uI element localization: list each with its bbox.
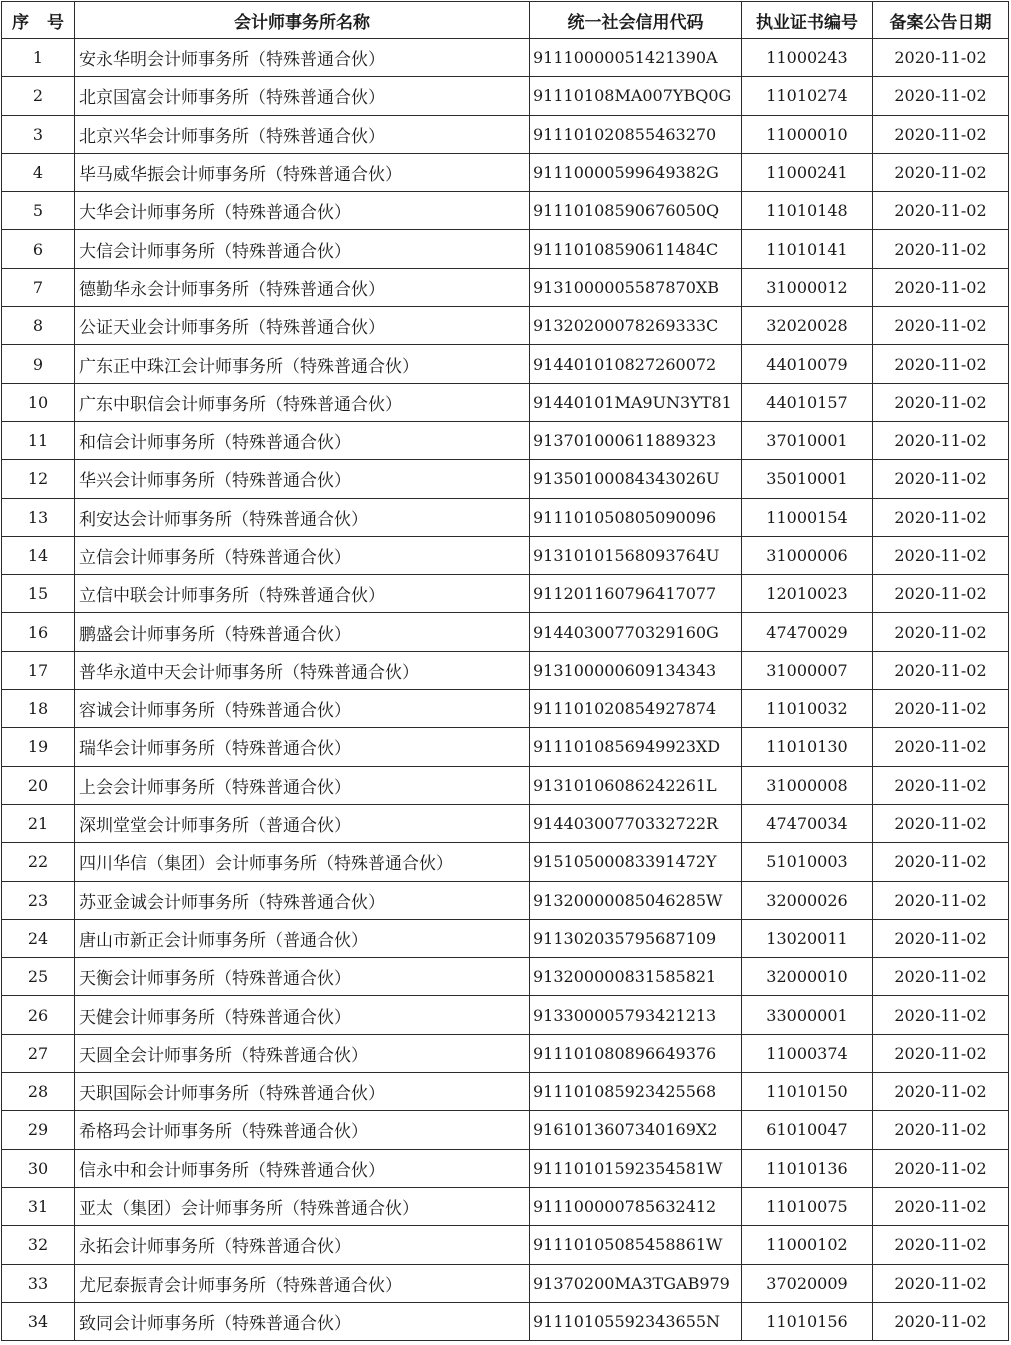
cell-seq: 22: [2, 843, 75, 881]
table-row: [2, 115, 1009, 153]
cell-seq: 24: [2, 919, 75, 957]
cell-credit-code: 91110108590676050Q: [530, 192, 742, 230]
cell-seq: 20: [2, 766, 75, 804]
cell-credit-code: 91110108MA007YBQ0G: [530, 77, 742, 115]
cell-cert-number: 32000026: [742, 881, 873, 919]
cell-cert-number: 35010001: [742, 460, 873, 498]
cell-credit-code: 911101020854927874: [530, 690, 742, 728]
cell-seq: 2: [2, 77, 75, 115]
cell-firm-name: 大信会计师事务所（特殊普通合伙）: [75, 230, 530, 268]
cell-filing-date: 2020-11-02: [873, 192, 1009, 230]
cell-cert-number: 11010130: [742, 728, 873, 766]
table-row: [2, 460, 1009, 498]
cell-credit-code: 91320000085046285W: [530, 881, 742, 919]
cell-cert-number: 11000374: [742, 1034, 873, 1072]
table-row: [2, 536, 1009, 574]
cell-cert-number: 11000241: [742, 153, 873, 191]
cell-seq: 23: [2, 881, 75, 919]
table-row: [2, 1149, 1009, 1187]
cell-cert-number: 32020028: [742, 307, 873, 345]
cell-filing-date: 2020-11-02: [873, 1034, 1009, 1072]
cell-firm-name: 致同会计师事务所（特殊普通合伙）: [75, 1302, 530, 1340]
cell-credit-code: 911101080896649376: [530, 1034, 742, 1072]
cell-credit-code: 91320200078269333C: [530, 307, 742, 345]
cell-credit-code: 91110105085458861W: [530, 1226, 742, 1264]
cell-credit-code: 91440300770329160G: [530, 613, 742, 651]
cell-seq: 31: [2, 1187, 75, 1225]
cell-firm-name: 毕马威华振会计师事务所（特殊普通合伙）: [75, 153, 530, 191]
cell-credit-code: 913100000609134343: [530, 651, 742, 689]
cell-cert-number: 44010079: [742, 345, 873, 383]
table-row: [2, 39, 1009, 77]
cell-cert-number: 11010141: [742, 230, 873, 268]
header-row: [2, 2, 1009, 39]
cell-firm-name: 公证天业会计师事务所（特殊普通合伙）: [75, 307, 530, 345]
cell-cert-number: 31000012: [742, 268, 873, 306]
cell-firm-name: 广东中职信会计师事务所（特殊普通合伙）: [75, 383, 530, 421]
cell-filing-date: 2020-11-02: [873, 1226, 1009, 1264]
table-row: [2, 1034, 1009, 1072]
cell-credit-code: 911302035795687109: [530, 919, 742, 957]
cell-filing-date: 2020-11-02: [873, 804, 1009, 842]
table-row: [2, 421, 1009, 459]
cell-filing-date: 2020-11-02: [873, 39, 1009, 77]
cell-filing-date: 2020-11-02: [873, 345, 1009, 383]
header-seq: [2, 2, 75, 39]
cell-filing-date: 2020-11-02: [873, 268, 1009, 306]
cell-filing-date: 2020-11-02: [873, 575, 1009, 613]
cell-filing-date: 2020-11-02: [873, 1302, 1009, 1340]
cell-cert-number: 44010157: [742, 383, 873, 421]
cell-seq: 30: [2, 1149, 75, 1187]
table-row: [2, 919, 1009, 957]
cell-seq: 4: [2, 153, 75, 191]
cell-credit-code: 913701000611889323: [530, 421, 742, 459]
cell-firm-name: 天衡会计师事务所（特殊普通合伙）: [75, 958, 530, 996]
cell-filing-date: 2020-11-02: [873, 1111, 1009, 1149]
cell-firm-name: 天健会计师事务所（特殊普通合伙）: [75, 996, 530, 1034]
cell-firm-name: 北京兴华会计师事务所（特殊普通合伙）: [75, 115, 530, 153]
cell-filing-date: 2020-11-02: [873, 230, 1009, 268]
cell-seq: 29: [2, 1111, 75, 1149]
cell-cert-number: 32000010: [742, 958, 873, 996]
cell-firm-name: 广东正中珠江会计师事务所（特殊普通合伙）: [75, 345, 530, 383]
cell-firm-name: 安永华明会计师事务所（特殊普通合伙）: [75, 39, 530, 77]
cell-firm-name: 亚太（集团）会计师事务所（特殊普通合伙）: [75, 1187, 530, 1225]
cell-cert-number: 47470029: [742, 613, 873, 651]
table-row: [2, 690, 1009, 728]
cell-filing-date: 2020-11-02: [873, 1187, 1009, 1225]
cell-credit-code: 913300005793421213: [530, 996, 742, 1034]
cell-seq: 34: [2, 1302, 75, 1340]
cell-filing-date: 2020-11-02: [873, 843, 1009, 881]
cell-cert-number: 51010003: [742, 843, 873, 881]
cell-seq: 32: [2, 1226, 75, 1264]
cell-firm-name: 鹏盛会计师事务所（特殊普通合伙）: [75, 613, 530, 651]
cell-seq: 26: [2, 996, 75, 1034]
cell-firm-name: 四川华信（集团）会计师事务所（特殊普通合伙）: [75, 843, 530, 881]
cell-cert-number: 12010023: [742, 575, 873, 613]
table-row: [2, 958, 1009, 996]
table-row: [2, 230, 1009, 268]
cell-cert-number: 37010001: [742, 421, 873, 459]
table-row: [2, 1226, 1009, 1264]
cell-firm-name: 立信中联会计师事务所（特殊普通合伙）: [75, 575, 530, 613]
header-seq-a: 序: [12, 12, 29, 33]
cell-firm-name: 容诚会计师事务所（特殊普通合伙）: [75, 690, 530, 728]
cell-firm-name: 天职国际会计师事务所（特殊普通合伙）: [75, 1073, 530, 1111]
cell-credit-code: 91350100084343026U: [530, 460, 742, 498]
cell-seq: 9: [2, 345, 75, 383]
cell-credit-code: 9161013607340169X2: [530, 1111, 742, 1149]
cell-filing-date: 2020-11-02: [873, 383, 1009, 421]
cell-credit-code: 911201160796417077: [530, 575, 742, 613]
table-body: [2, 39, 1009, 1341]
cell-firm-name: 普华永道中天会计师事务所（特殊普通合伙）: [75, 651, 530, 689]
cell-filing-date: 2020-11-02: [873, 996, 1009, 1034]
cell-cert-number: 11000010: [742, 115, 873, 153]
cell-filing-date: 2020-11-02: [873, 651, 1009, 689]
cell-cert-number: 11010136: [742, 1149, 873, 1187]
cell-credit-code: 91110101592354581W: [530, 1149, 742, 1187]
cell-cert-number: 11000243: [742, 39, 873, 77]
table-row: [2, 1111, 1009, 1149]
table-row: [2, 1302, 1009, 1340]
table-row: [2, 996, 1009, 1034]
cell-seq: 14: [2, 536, 75, 574]
cell-credit-code: 911101085923425568: [530, 1073, 742, 1111]
cell-credit-code: 91110000599649382G: [530, 153, 742, 191]
cell-credit-code: 91110105592343655N: [530, 1302, 742, 1340]
table-row: [2, 268, 1009, 306]
cell-credit-code: 911101020855463270: [530, 115, 742, 153]
cell-firm-name: 利安达会计师事务所（特殊普通合伙）: [75, 498, 530, 536]
cell-firm-name: 瑞华会计师事务所（特殊普通合伙）: [75, 728, 530, 766]
cell-cert-number: 31000006: [742, 536, 873, 574]
cell-firm-name: 大华会计师事务所（特殊普通合伙）: [75, 192, 530, 230]
table-row: [2, 1264, 1009, 1302]
table-header: [2, 2, 1009, 39]
cell-firm-name: 苏亚金诚会计师事务所（特殊普通合伙）: [75, 881, 530, 919]
cell-filing-date: 2020-11-02: [873, 153, 1009, 191]
cell-cert-number: 33000001: [742, 996, 873, 1034]
table-row: [2, 1187, 1009, 1225]
cell-cert-number: 37020009: [742, 1264, 873, 1302]
cell-firm-name: 尤尼泰振青会计师事务所（特殊普通合伙）: [75, 1264, 530, 1302]
cell-cert-number: 11010032: [742, 690, 873, 728]
cell-filing-date: 2020-11-02: [873, 690, 1009, 728]
table-row: [2, 728, 1009, 766]
cell-credit-code: 91440101MA9UN3YT81: [530, 383, 742, 421]
cell-filing-date: 2020-11-02: [873, 115, 1009, 153]
header-code: 统一社会信用代码: [530, 2, 742, 39]
table-row: [2, 307, 1009, 345]
cell-seq: 27: [2, 1034, 75, 1072]
cell-firm-name: 唐山市新正会计师事务所（普通合伙）: [75, 919, 530, 957]
table-row: [2, 613, 1009, 651]
cell-filing-date: 2020-11-02: [873, 958, 1009, 996]
cell-seq: 13: [2, 498, 75, 536]
cell-seq: 28: [2, 1073, 75, 1111]
cell-filing-date: 2020-11-02: [873, 919, 1009, 957]
cell-seq: 15: [2, 575, 75, 613]
cell-firm-name: 深圳堂堂会计师事务所（普通合伙）: [75, 804, 530, 842]
cell-credit-code: 91110108590611484C: [530, 230, 742, 268]
cell-firm-name: 华兴会计师事务所（特殊普通合伙）: [75, 460, 530, 498]
cell-filing-date: 2020-11-02: [873, 307, 1009, 345]
cell-filing-date: 2020-11-02: [873, 1073, 1009, 1111]
table-row: [2, 804, 1009, 842]
cell-filing-date: 2020-11-02: [873, 536, 1009, 574]
cell-firm-name: 上会会计师事务所（特殊普通合伙）: [75, 766, 530, 804]
table-row: [2, 383, 1009, 421]
cell-seq: 10: [2, 383, 75, 421]
table-row: [2, 345, 1009, 383]
cell-seq: 17: [2, 651, 75, 689]
cell-seq: 16: [2, 613, 75, 651]
cell-seq: 3: [2, 115, 75, 153]
cell-credit-code: 9131000005587870XB: [530, 268, 742, 306]
cell-cert-number: 11010075: [742, 1187, 873, 1225]
cell-credit-code: 91370200MA3TGAB979: [530, 1264, 742, 1302]
header-seq-b: 号: [47, 12, 64, 33]
table-row: [2, 153, 1009, 191]
table-row: [2, 575, 1009, 613]
table-row: [2, 843, 1009, 881]
cell-cert-number: 11010150: [742, 1073, 873, 1111]
cell-credit-code: 91310106086242261L: [530, 766, 742, 804]
cell-cert-number: 11010148: [742, 192, 873, 230]
header-date: 备案公告日期: [873, 2, 1009, 39]
cell-credit-code: 9111010856949923XD: [530, 728, 742, 766]
cell-seq: 18: [2, 690, 75, 728]
cell-firm-name: 信永中和会计师事务所（特殊普通合伙）: [75, 1149, 530, 1187]
table-row: [2, 192, 1009, 230]
cell-filing-date: 2020-11-02: [873, 1264, 1009, 1302]
header-name: 会计师事务所名称: [75, 2, 530, 39]
cell-cert-number: 31000008: [742, 766, 873, 804]
cell-firm-name: 永拓会计师事务所（特殊普通合伙）: [75, 1226, 530, 1264]
cell-seq: 19: [2, 728, 75, 766]
cell-seq: 7: [2, 268, 75, 306]
cell-cert-number: 11000102: [742, 1226, 873, 1264]
cell-firm-name: 和信会计师事务所（特殊普通合伙）: [75, 421, 530, 459]
cell-filing-date: 2020-11-02: [873, 421, 1009, 459]
cell-seq: 33: [2, 1264, 75, 1302]
cell-credit-code: 91310101568093764U: [530, 536, 742, 574]
table-row: [2, 881, 1009, 919]
cell-firm-name: 立信会计师事务所（特殊普通合伙）: [75, 536, 530, 574]
cell-cert-number: 13020011: [742, 919, 873, 957]
cell-firm-name: 北京国富会计师事务所（特殊普通合伙）: [75, 77, 530, 115]
cell-firm-name: 天圆全会计师事务所（特殊普通合伙）: [75, 1034, 530, 1072]
cell-credit-code: 911100000785632412: [530, 1187, 742, 1225]
cell-filing-date: 2020-11-02: [873, 460, 1009, 498]
table-row: [2, 77, 1009, 115]
cell-seq: 5: [2, 192, 75, 230]
cell-credit-code: 913200000831585821: [530, 958, 742, 996]
cell-seq: 8: [2, 307, 75, 345]
cell-filing-date: 2020-11-02: [873, 881, 1009, 919]
cell-cert-number: 11010274: [742, 77, 873, 115]
firm-registry-table: [1, 1, 1009, 1341]
cell-cert-number: 61010047: [742, 1111, 873, 1149]
cell-credit-code: 91110000051421390A: [530, 39, 742, 77]
cell-credit-code: 91510500083391472Y: [530, 843, 742, 881]
cell-seq: 12: [2, 460, 75, 498]
table-row: [2, 1073, 1009, 1111]
cell-filing-date: 2020-11-02: [873, 77, 1009, 115]
cell-filing-date: 2020-11-02: [873, 766, 1009, 804]
cell-seq: 1: [2, 39, 75, 77]
cell-credit-code: 91440300770332722R: [530, 804, 742, 842]
cell-firm-name: 希格玛会计师事务所（特殊普通合伙）: [75, 1111, 530, 1149]
cell-cert-number: 47470034: [742, 804, 873, 842]
cell-firm-name: 德勤华永会计师事务所（特殊普通合伙）: [75, 268, 530, 306]
table-row: [2, 498, 1009, 536]
table-row: [2, 651, 1009, 689]
cell-seq: 11: [2, 421, 75, 459]
table-row: [2, 766, 1009, 804]
cell-seq: 21: [2, 804, 75, 842]
cell-filing-date: 2020-11-02: [873, 728, 1009, 766]
cell-credit-code: 914401010827260072: [530, 345, 742, 383]
cell-seq: 25: [2, 958, 75, 996]
cell-seq: 6: [2, 230, 75, 268]
cell-filing-date: 2020-11-02: [873, 613, 1009, 651]
cell-cert-number: 31000007: [742, 651, 873, 689]
cell-cert-number: 11010156: [742, 1302, 873, 1340]
cell-filing-date: 2020-11-02: [873, 498, 1009, 536]
cell-credit-code: 911101050805090096: [530, 498, 742, 536]
header-cert: 执业证书编号: [742, 2, 873, 39]
cell-filing-date: 2020-11-02: [873, 1149, 1009, 1187]
cell-cert-number: 11000154: [742, 498, 873, 536]
